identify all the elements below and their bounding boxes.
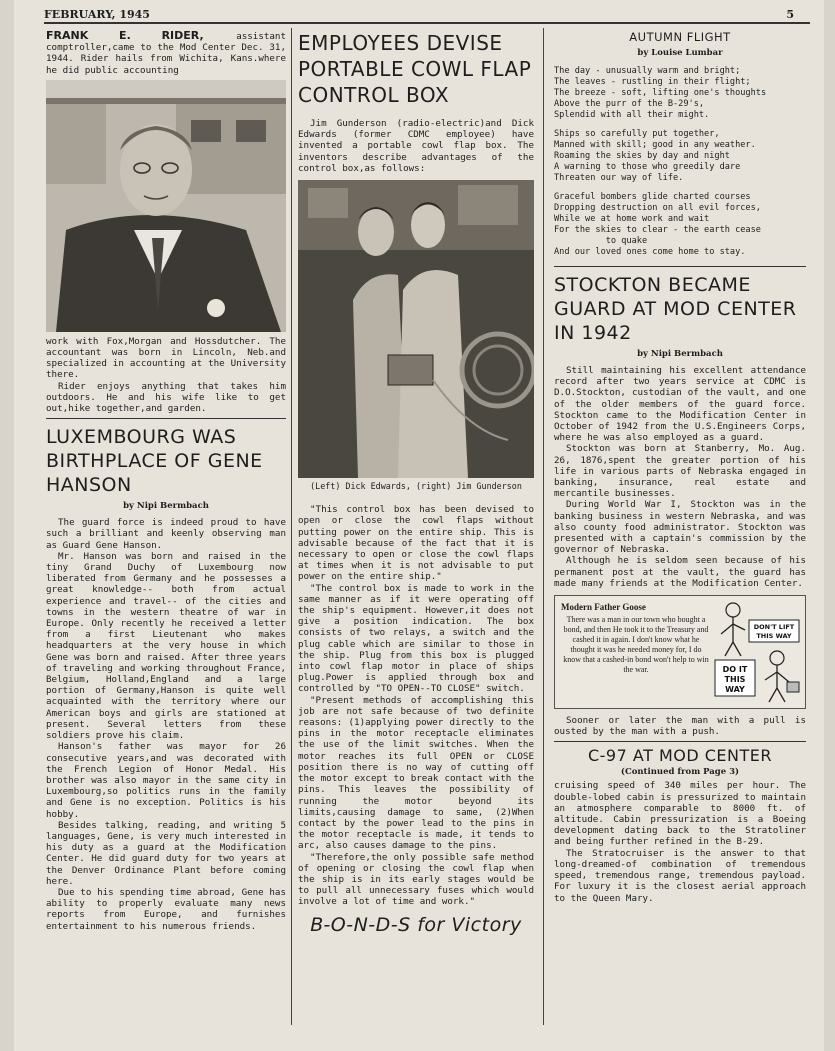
sign-do-it-line3: WAY <box>725 685 745 695</box>
stockton-headline: STOCKTON BECAME GUARD AT MOD CENTER IN 1942 <box>554 274 797 344</box>
newsletter-page <box>14 0 824 1051</box>
bonds-slogan: B-O-N-D-S for Victory <box>310 913 522 936</box>
stockton-byline: by Nipi Bermbach <box>637 349 723 359</box>
rider-intro: FRANK E. RIDER, assistant comptroller,came to the Mod Center Dec. 31, 1944. Rider hails from Wichita, Kans.where he did public accounting <box>46 29 286 76</box>
sign-dont-lift-line2: THIS WAY <box>756 632 792 641</box>
column-divider-1 <box>291 28 292 1025</box>
page-number: 5 <box>786 8 794 21</box>
cartoon-verse: There was a man in our town who bought a bond, and then He took it to the Treasury and cashed it in again. I don't know what he thought it was he needed money for, I do know that a cashed-in bond won't help to win the war. <box>563 615 709 675</box>
section-rule <box>554 741 806 742</box>
issue-date: FEBRUARY, 1945 <box>44 8 150 21</box>
sign-do-it-line1: DO IT <box>722 665 748 675</box>
cowl-flap-article: "This control box has been devised to open or close the cowl flaps without putting power on the entire ship. This is advisable because of the fact that it is necessary to open or close the cowl flaps at times when it is not advisable to put power on the entire ship." "The control box is made to work in the same manner as if it were operating off the ship's equipment. However,it does not give a position indication. The box consists of two relays, a switch and the plug cable which are similar to those in the ship. Plug from this box is plugged into cowl flap motor in place of ships plug.Power is applied through box and controlled by "TO OPEN--TO CLOSE" switch. "Present methods of accomplishing this job are not safe because of two definite reasons: (1)applying power directly to the pins in the motor receptacle eliminates the use of the limit switches. When the motor reaches its full OPEN or CLOSE position there is no way of cutting off the motor except to break contact with the pins. This leaves the possibility of running the motor beyond its limits,causing damage to same, (2)When contact by the power lead to the pins in the motor receptacle is made, it tends to arc, also causes damage to the pins. "Therefore,the only possible safe method of opening or closing the cowl flap when the ship is in its early stages would be to pull all unnecessary fuses which would involve a lot of time and work." <box>298 504 534 908</box>
inventors-photo <box>298 180 534 478</box>
c97-headline: C-97 AT MOD CENTER <box>587 746 772 766</box>
poem-stanza: Graceful bombers glide charted courses Dropping destruction on all evil forces, While we at home work and wait For the skies to clear - the earth cease to quake And our loved ones come home to stay. <box>554 192 761 257</box>
poem-body <box>554 66 806 258</box>
column-left <box>46 30 286 932</box>
cartoon-illustration <box>711 598 803 706</box>
cowl-flap-intro: Jim Gunderson (radio-electric)and Dick Edwards (former CDMC employee) have invented a portable cowl flap box. The inventors describe advantages of the control box,as follows: <box>298 118 534 174</box>
header-rule <box>44 22 810 24</box>
hanson-article: The guard force is indeed proud to have such a brilliant and keenly observing man as Guard Gene Hanson. Mr. Hanson was born and raised in the tiny Grand Duchy of Luxembourg now liberated from Germany and he possesses a great knowledge-- both from actual experience and travel-- of the cities and towns in the western theatre of war in Europe. Only recently he received a letter from a first Lieutenant who makes headquarters at the very house in which Gene was born and raised. After three years of traveling and working throughout France, Belgium, Holland,England and a large portion of Germany,Hanson is quite well acquainted with the territory where our American boys and girls are stationed at present. Several letters from these soldiers prove his claim. Hanson's father was mayor for 26 consecutive years,and was decorated with the French Legion of Honor Medal. His brother was also mayor in the same city in Luxembourg,so politics runs in the family and Gene is no exception. Politics is his hobby. Besides talking, reading, and writing 5 languages, Gene, is very much interested in his duty as a guard at the Modification Center. He did guard duty for two years at the Denver Ordinance Plant before coming here. Due to his spending time abroad, Gene has ability to properly evaluate many news reports from Europe, and furnishes entertainment to his numerous friends. <box>46 517 286 932</box>
rider-body: work with Fox,Morgan and Hossdutcher. The accountant was born in Lincoln, Neb.and specialized in accounting at the University there. Rider enjoys anything that takes him outdoors. He and his wife like to get out,hike together,and garden. <box>46 335 286 415</box>
moral-text: Sooner or later the man with a pull is ousted by the man with a push. <box>554 715 806 738</box>
section-rule <box>554 266 806 267</box>
hanson-byline: by Nipi Bermbach <box>123 501 209 512</box>
column-middle <box>298 30 534 936</box>
c97-article: cruising speed of 340 miles per hour. The double-lobed cabin is pressurized to maintain an atmosphere comparable to 8000 ft. of altitude. Cabin pressurization is a Boeing development dating back to the Stratoliner and being further refined in the B-29. The Stratocruiser is the answer to that long-dreamed-of combination of tremendous speed, tremendous range, tremendous payload. For luxury it is the closest aerial approach to the Queen Mary. <box>554 780 806 904</box>
cartoon-text <box>561 602 711 675</box>
hanson-headline: LUXEMBOURG WAS BIRTHPLACE OF GENE HANSON <box>46 426 263 497</box>
poem-stanza: Ships so carefully put together, Manned with skill; good in any weather. Roaming the skies by day and night A warning to those who greedily dare Threaten our way of life. <box>554 129 756 183</box>
rider-name: FRANK E. RIDER, <box>46 29 204 42</box>
inventors-image <box>298 180 534 478</box>
c97-continued: (Continued from Page 3) <box>620 767 740 778</box>
sign-dont-lift-line1: DON'T LIFT <box>753 623 795 632</box>
poem-title: AUTUMN FLIGHT <box>629 30 731 44</box>
poem-byline: by Louise Lumbar <box>637 48 723 58</box>
rider-photo <box>46 80 286 332</box>
sign-do-it-line2: THIS <box>724 675 746 685</box>
poem-stanza: The day - unusually warm and bright; The leaves - rustling in their flight; The breeze - soft, lifting one's thoughts Above the purr of the B-29's, Splendid with all their might. <box>554 66 767 120</box>
section-rule <box>46 418 286 419</box>
column-divider-2 <box>543 28 544 1025</box>
father-goose-cartoon <box>554 595 806 709</box>
stockton-article: Still maintaining his excellent attendance record after two years service at CDMC is D.O.Stockton, custodian of the vault, and one of the older members of the guard force. Stockton came to the Modification Center in October of 1942 from the U.S.Engineers Corps, where he was also employed as a guard. Stockton was born at Stanberry, Mo. Aug. 26, 1876,spent the greater portion of his life in various parts of Nebraska engaged in banking, insurance, real estate and mercantile businesses. During World War I, Stockton was in the banking business in western Nebraska, and was also county food administrator. Stockton was presented with a captain's commission by the governor of Nebraska. Although he is seldom seen because of his permanent post at the vault, the guard has made many friends at the Modification Center. <box>554 365 806 589</box>
column-right <box>554 30 806 904</box>
photo-caption: (Left) Dick Edwards, (right) Jim Gunderson <box>310 481 522 492</box>
cowl-flap-headline: EMPLOYEES DEVISE PORTABLE COWL FLAP CONTROL BOX <box>298 31 532 107</box>
rider-portrait-image <box>46 80 286 332</box>
cartoon-title: Modern Father Goose <box>561 602 646 613</box>
